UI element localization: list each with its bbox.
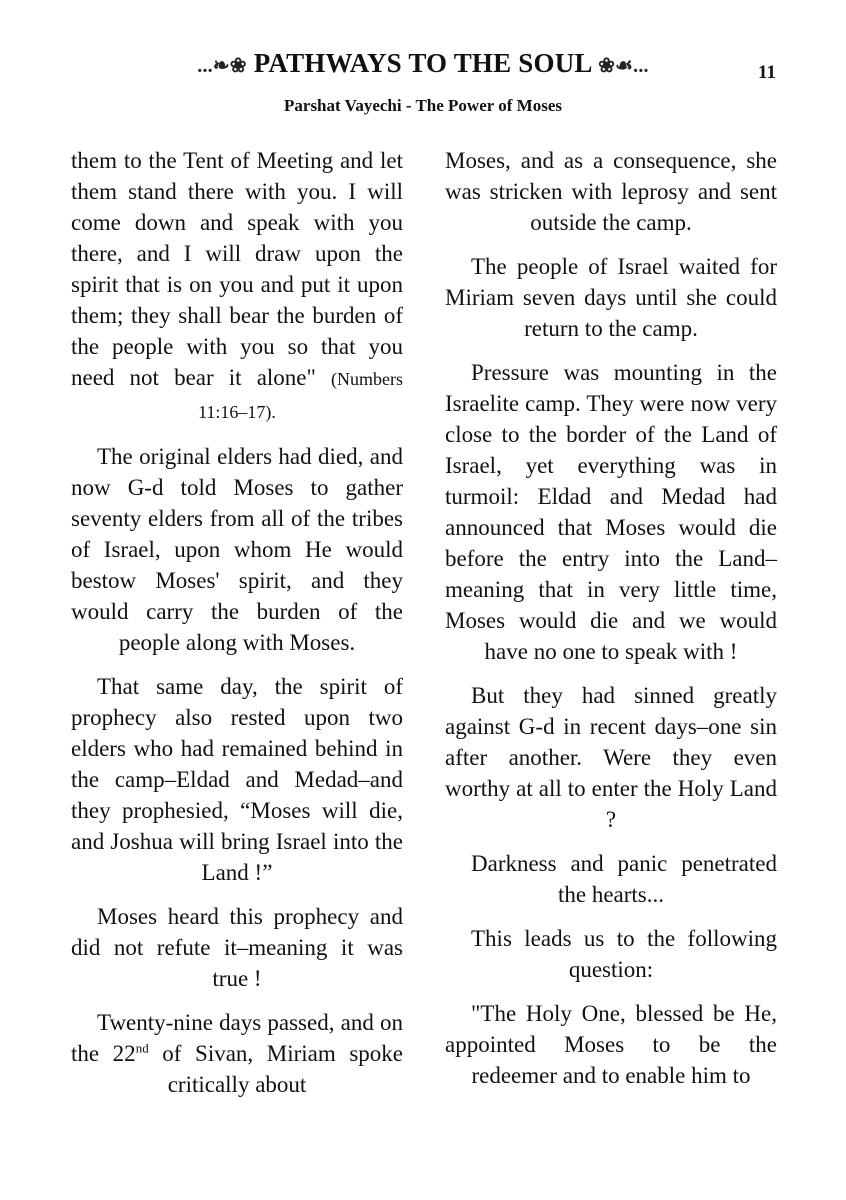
paragraph-text: them to the Tent of Meeting and let them stand there with you. I will come down and speak with you there, and I will draw upon the spirit that is on you and put it upon them; they shall bear the burden of the people with you so that you need not bear it alone" (71, 148, 403, 390)
paragraph: "The Holy One, blessed be He, appointed Moses to be the redeemer and to enable him to (445, 1001, 777, 1088)
paragraph: The original elders had died, and now G-d told Moses to gather seventy elders from all of the tribes of Israel, upon whom He would bestow Moses' spirit, and they would carry the burden of the people along with Moses. (71, 444, 403, 655)
citation: (Numbers 11:16–17). (198, 369, 403, 422)
paragraph: That same day, the spirit of prophecy also rested upon two elders who had remained behind in the camp–Eldad and Medad–and they prophesied, “Moses will die, and Joshua will bring Israel into the Land !” (71, 674, 403, 885)
superscript: nd (135, 1040, 149, 1056)
paragraph (71, 145, 403, 428)
paragraph: Darkness and panic penetrated the hearts... (471, 851, 777, 907)
book-title: PATHWAYS TO THE SOUL (253, 48, 592, 78)
paragraph: This leads us to the following question: (471, 926, 777, 982)
paragraph: Moses, and as a consequence, she was stricken with leprosy and sent outside the camp. (445, 148, 777, 235)
paragraph (71, 1007, 403, 1100)
paragraph-text: Twenty-nine days passed, and on the 22 (71, 1010, 403, 1066)
page-number: 11 (758, 62, 776, 83)
paragraph: But they had sinned greatly against G-d in recent days–one sin after another. Were they even worthy at all to enter the Holy Land ? (445, 683, 777, 832)
right-column (445, 145, 777, 1104)
chapter-subtitle: Parshat Vayechi - The Power of Moses (284, 96, 562, 115)
paragraph-text: of Sivan, Miriam spoke critically about (148, 1041, 403, 1097)
paragraph: Moses heard this prophecy and did not refute it–meaning it was true ! (71, 904, 403, 991)
paragraph: Pressure was mounting in the Israelite camp. They were now very close to the border of the Land of Israel, yet everything was in turmoil: Eldad and Medad had announced that Moses would die before the entry into the Land–meaning that in very little time, Moses would die and we would have no one to speak with ! (445, 360, 777, 664)
ornament-left-icon: ...❧❀ (197, 55, 247, 77)
running-header (0, 48, 846, 79)
paragraph: The people of Israel waited for Miriam seven days until she could return to the camp. (445, 254, 777, 341)
left-column (71, 145, 403, 1113)
ornament-right-icon: ❀☙... (598, 55, 649, 77)
